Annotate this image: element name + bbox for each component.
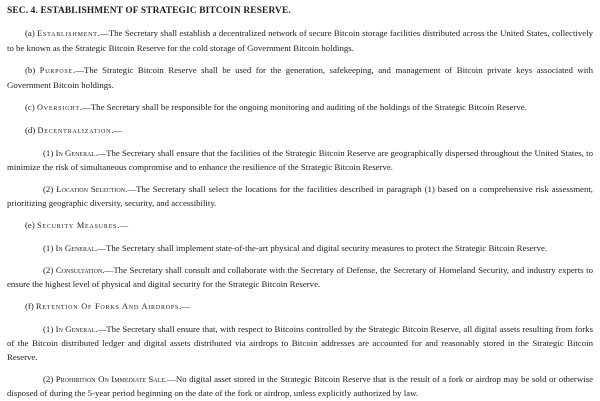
paragraph-e2-body: The Secretary shall consult and collaborate with the Secretary of Defense, the Secretary of Homeland Security, and industry experts to ensure the highest level of physical and digital security for the Strategic Bitcoin Reserve. (7, 265, 593, 289)
paragraph-e1-heading: In General (55, 243, 95, 253)
paragraph-f1-body: The Secretary shall ensure that, with respect to Bitcoins controlled by the Strategic Bitcoin Reserve, all digital assets resulting from forks of the Bitcoin distributed ledger and digital assets distributed via airdrops to Bitcoin addresses are accounted for and reasonably stored in the Strategic Bitcoin Reserve. (7, 324, 593, 362)
paragraph-e1-dash: .— (94, 243, 106, 253)
paragraph-f2-dash: .— (164, 374, 176, 384)
paragraph-d2-body: The Secretary shall select the locations for the facilities described in paragraph (1) based on a comprehensive risk assessment, prioritizing geographic diversity, security, and accessibility. (7, 184, 594, 208)
paragraph-d1 (7, 146, 593, 174)
subsection-b-body: The Strategic Bitcoin Reserve shall be used for the generation, safekeeping, and management of Bitcoin private keys associated with Government Bitcoin holdings. (7, 65, 593, 90)
subsection-b (7, 63, 593, 92)
paragraph-f1 (7, 322, 593, 364)
subsection-a-body: The Secretary shall establish a decentralized network of secure Bitcoin storage facilities distributed across the United States, collectively to be known as the Strategic Bitcoin Reserve for the cold storage of Government Bitcoin holdings. (7, 28, 593, 53)
paragraph-e1 (7, 241, 593, 255)
paragraph-e2 (7, 263, 593, 291)
paragraph-f2 (7, 372, 593, 400)
subsection-a-dash: .— (97, 28, 109, 38)
paragraph-f2-label: (2) (43, 374, 56, 384)
subsection-b-heading: Purpose (39, 66, 73, 75)
paragraph-d1-dash: .— (95, 148, 107, 158)
paragraph-d2 (7, 182, 593, 210)
subsection-b-label: (b) (25, 65, 40, 75)
subsection-f-heading: Retention Of Forks And Airdrops (36, 302, 180, 311)
subsection-c-label: (c) (25, 102, 37, 112)
subsection-e (7, 218, 593, 233)
subsection-c (7, 100, 593, 115)
subsection-d-dash: .— (111, 125, 123, 135)
subsection-f-dash: .— (179, 301, 191, 311)
paragraph-e1-label: (1) (43, 243, 56, 253)
subsection-c-dash: .— (79, 102, 91, 112)
paragraph-f2-body: No digital asset stored in the Strategic Bitcoin Reserve that is the result of a fork or airdrop may be sold or otherwise disposed of during the 5-year period beginning on the date of the fork or airdrop, unless explicitly authorized by law. (7, 374, 593, 398)
paragraph-d2-dash: .— (125, 184, 137, 194)
subsection-d-heading: Decentralization (37, 126, 112, 135)
subsection-c-heading: Oversight (36, 103, 80, 112)
paragraph-d1-label: (1) (43, 148, 56, 158)
subsection-d (7, 123, 593, 138)
paragraph-f1-heading: In General (55, 324, 96, 334)
subsection-f (7, 299, 593, 314)
paragraph-f1-dash: .— (95, 324, 107, 334)
subsection-b-dash: .— (72, 65, 84, 75)
subsection-f-label: (f) (25, 301, 36, 311)
paragraph-e2-label: (2) (43, 265, 56, 275)
paragraph-d1-heading: In General (55, 148, 96, 158)
subsection-c-body: The Secretary shall be responsible for the ongoing monitoring and auditing of the holdings of the Strategic Bitcoin Reserve. (90, 102, 527, 112)
subsection-a-heading: Establishment (37, 29, 98, 38)
section-title: SEC. 4. ESTABLISHMENT OF STRATEGIC BITCOIN RESERVE. (7, 6, 291, 16)
paragraph-e1-body: The Secretary shall implement state-of-the-art physical and digital security measures to protect the Strategic Bitcoin Reserve. (105, 243, 548, 253)
paragraph-e2-heading: Consultation (55, 265, 103, 275)
subsection-a (7, 26, 593, 55)
paragraph-f2-heading: Prohibition On Immediate Sale (55, 374, 165, 384)
subsection-e-dash: .— (117, 220, 129, 230)
paragraph-d2-label: (2) (43, 184, 57, 194)
paragraph-e2-dash: .— (102, 265, 114, 275)
subsection-d-label: (d) (25, 125, 38, 135)
paragraph-d1-body: The Secretary shall ensure that the facilities of the Strategic Bitcoin Reserve are geographically dispersed throughout the United States, to minimize the risk of simultaneous compromise and to enhance the resilience of the Strategic Bitcoin Reserve. (7, 148, 593, 172)
paragraph-d2-heading: Location Selection (56, 184, 126, 194)
subsection-a-label: (a) (25, 28, 38, 38)
subsection-e-heading: Security Measures (36, 221, 118, 230)
paragraph-f1-label: (1) (43, 324, 56, 334)
subsection-e-label: (e) (25, 220, 37, 230)
